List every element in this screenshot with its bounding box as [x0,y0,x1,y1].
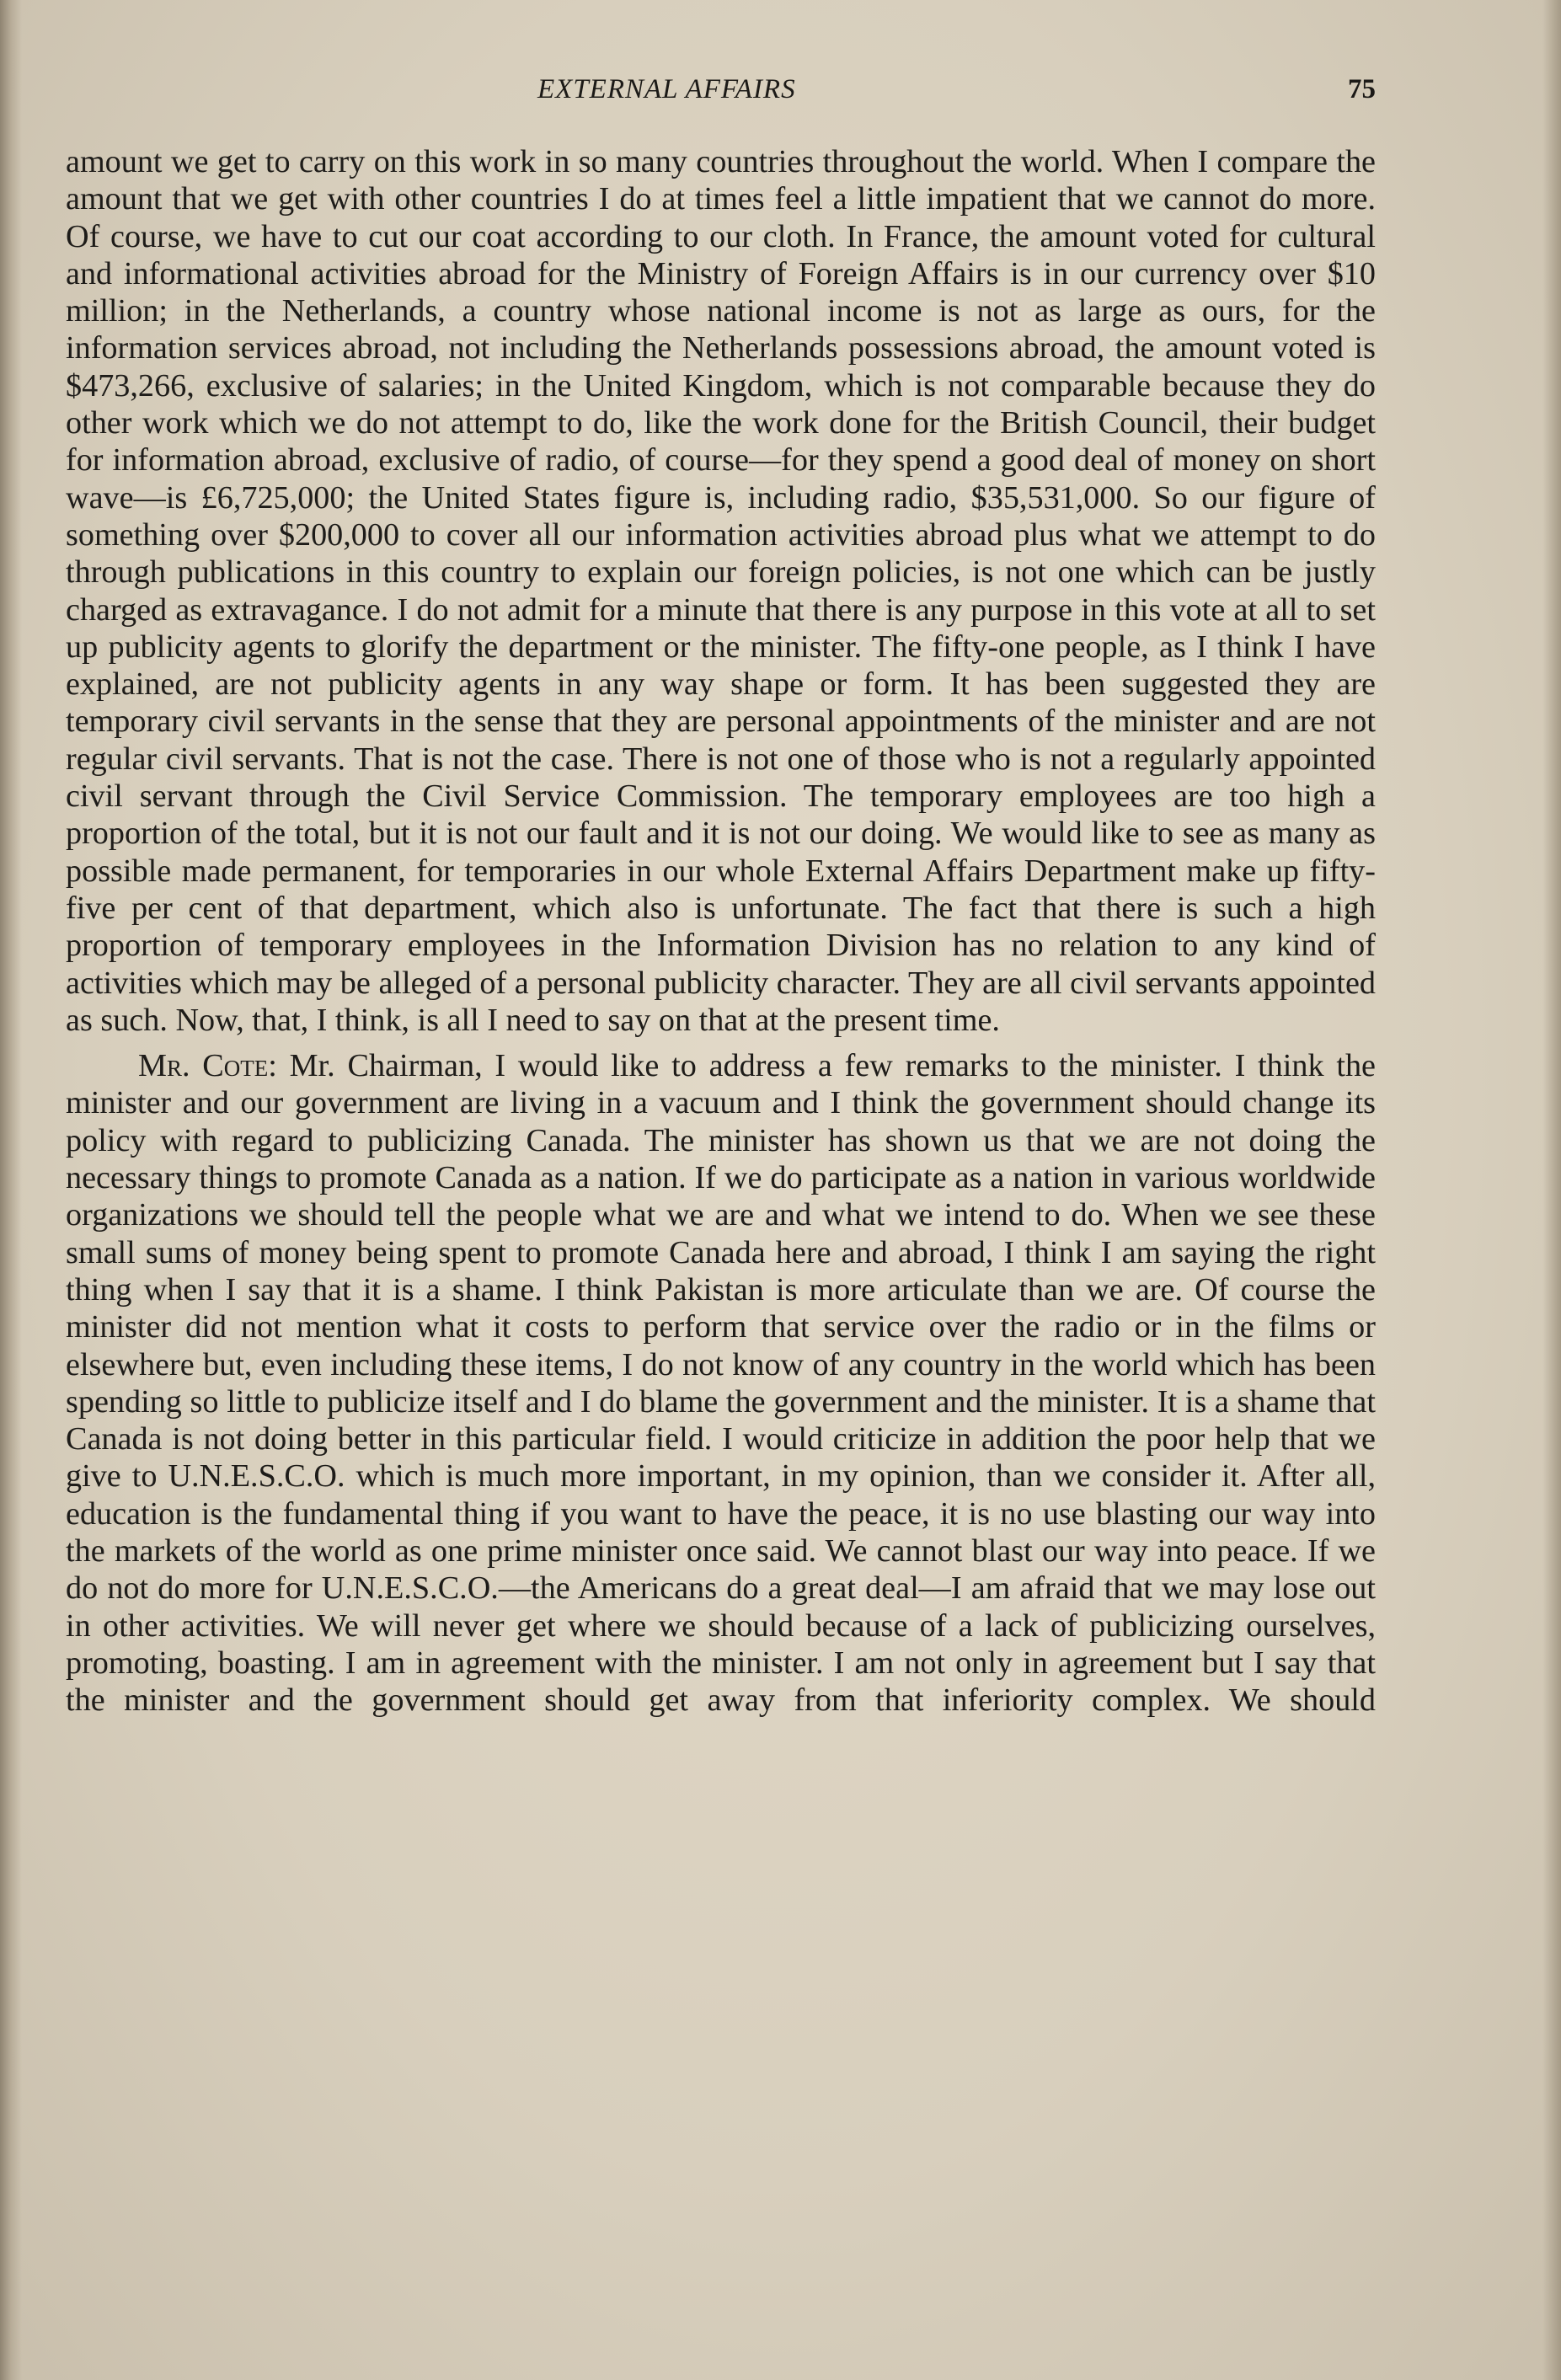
page-edge-shadow-left [0,0,22,2380]
paragraph-text: amount we get to carry on this work in so many countries throughout the world. When I compare the amount that we get with other countries I do at times feel a little impatient that we cannot do more. Of course, we have to cut our coat according to our cloth. In France, the amount voted for cultural and informational activities abroad for the Ministry of Foreign Affairs is in our currency over $10 million; in the Netherlands, a country whose national income is not as large as ours, for the information services abroad, not including the Netherlands possessions abroad, the amount voted is $473,266, exclusive of salaries; in the United Kingdom, which is not comparable because they do other work which we do not attempt to do, like the work done for the British Council, their budget for information abroad, exclusive of radio, of course—for they spend a good deal of money on short wave—is £6,725,000; the United States figure is, including radio, $35,531,000. So our figure of something over $200,000 to cover all our information activities abroad plus what we attempt to do through publications in this country to explain our foreign policies, is not one which can be justly charged as extravagance. I do not admit for a minute that there is any purpose in this vote at all to set up publicity agents to glorify the department or the minister. The fifty-one people, as I think I have explained, are not publicity agents in any way shape or form. It has been suggested they are temporary civil servants in the sense that they are personal appointments of the minister and are not regular civil servants. That is not the case. There is not one of those who is not a regularly appointed civil servant through the Civil Service Commission. The temporary employees are too high a proportion of the total, but it is not our fault and it is not our doing. We would like to see as many as possible made permanent, for temporaries in our whole External Affairs Department make up fifty-five per cent of that department, which also is unfortunate. The fact that there is such a high proportion of temporary employees in the Information Division has no relation to any kind of activities which may be alleged of a personal publicity character. They are all civil servants appointed as such. Now, that, I think, is all I need to say on that at the present time. [66,144,1376,1038]
paragraph-continuation [66,143,1376,1039]
body-text [66,143,1376,1719]
page-number: 75 [1348,74,1376,104]
page-edge-shadow-right [1542,0,1561,2380]
speaker-name: Mr. Cote: [138,1048,277,1084]
paragraph-text: Mr. Chairman, I would like to address a few remarks to the minister. I think the minister and our government are living in a vacuum and I think the government should change its policy with regard to publicizing Canada. The minister has shown us that we are not doing the necessary things to promote Canada as a nation. If we do participate as a nation in various worldwide organizations we should tell the people what we are and what we intend to do. When we see these small sums of money being spent to promote Canada here and abroad, I think I am saying the right thing when I say that it is a shame. I think Pakistan is more articulate than we are. Of course the minister did not mention what it costs to perform that service over the radio or in the films or elsewhere but, even including these items, I do not know of any country in the world which has been spending so little to publicize itself and I do blame the government and the minister. It is a shame that Canada is not doing better in this particular field. I would criticize in addition the poor help that we give to U.N.E.S.C.O. which is much more important, in my opinion, than we consider it. After all, education is the fundamental thing if you want to have the peace, it is no use blasting our way into the markets of the world as one prime minister once said. We cannot blast our way into peace. If we do not do more for U.N.E.S.C.O.—the Americans do a great deal—I am afraid that we may lose out in other activities. We will never get where we should because of a lack of publicizing ourselves, promoting, boasting. I am in agreement with the minister. I am not only in agreement but I say that the minister and the government should get away from that inferiority complex. We should [66,1048,1376,1719]
paragraph-speech [66,1047,1376,1719]
running-head: EXTERNAL AFFAIRS [537,74,796,104]
page-header [66,74,1376,115]
